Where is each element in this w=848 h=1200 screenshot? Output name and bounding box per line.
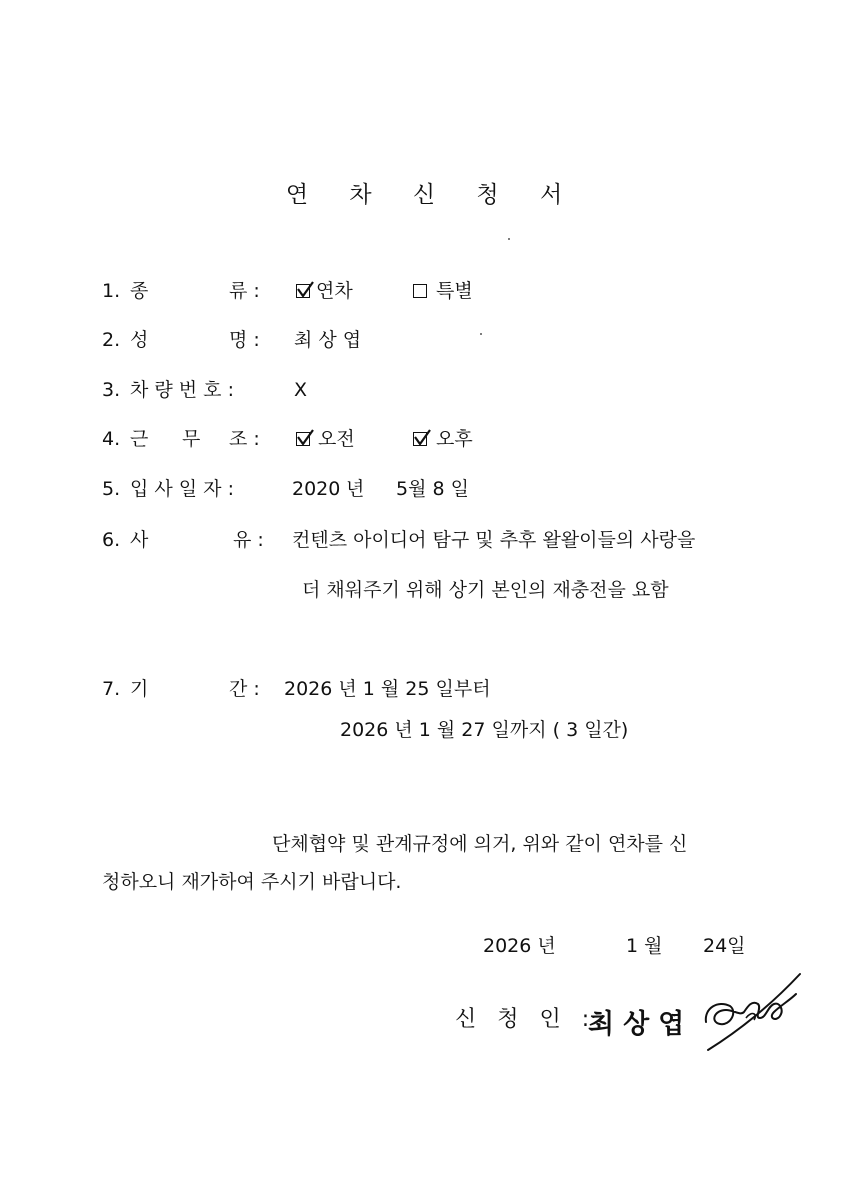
label-part: 명 : xyxy=(229,329,260,351)
document-title: 연 차 신 청 서 xyxy=(285,182,580,208)
item-number: 2. xyxy=(102,329,121,351)
date-day: 24일 xyxy=(703,935,746,957)
checkbox-afternoon[interactable] xyxy=(413,432,427,446)
option-annual-label: 연차 xyxy=(316,280,353,302)
item-number: 7. xyxy=(102,678,121,700)
label-part: 무 xyxy=(182,428,201,450)
checkmark-icon xyxy=(412,428,432,448)
label-part: 종 xyxy=(130,280,149,302)
name-value: 최 상 엽 xyxy=(294,329,362,351)
date-year: 2026 년 xyxy=(483,935,556,957)
label-part: 사 xyxy=(130,529,149,551)
checkbox-special[interactable] xyxy=(413,284,427,298)
applicant-label: 신 청 인 : xyxy=(455,1007,597,1032)
option-special-label: 특별 xyxy=(436,280,473,302)
label-part: 근 xyxy=(130,428,149,450)
hire-date-label: 입 사 일 자 : xyxy=(130,478,234,500)
label-part: 조 : xyxy=(229,428,260,450)
label-part: 간 : xyxy=(229,678,260,700)
checkbox-annual[interactable] xyxy=(296,284,310,298)
stray-mark xyxy=(508,238,510,240)
item-number: 1. xyxy=(102,280,121,302)
item-number: 3. xyxy=(102,379,121,401)
checkmark-icon xyxy=(295,280,315,300)
reason-line-2: 더 채워주기 위해 상기 본인의 재충전을 요함 xyxy=(302,579,669,601)
item-number: 6. xyxy=(102,529,121,551)
hire-year: 2020 xyxy=(292,478,341,500)
hire-year-unit: 년 xyxy=(346,478,365,500)
option-afternoon-label: 오후 xyxy=(436,428,473,450)
checkmark-icon xyxy=(295,428,315,448)
label-part: 기 xyxy=(130,678,149,700)
period-from: 2026 년 1 월 25 일부터 xyxy=(284,678,491,700)
label-part: 유 : xyxy=(233,529,264,551)
date-month: 1 월 xyxy=(626,935,663,957)
signature-scribble xyxy=(700,970,810,1060)
period-to: 2026 년 1 월 27 일까지 ( 3 일간) xyxy=(340,719,629,741)
car-label: 차 량 번 호 : xyxy=(130,379,234,401)
car-value: X xyxy=(294,379,308,401)
checkbox-morning[interactable] xyxy=(296,432,310,446)
item-number: 4. xyxy=(102,428,121,450)
statement-line-1: 단체협약 및 관계규정에 의거, 위와 같이 연차를 신 xyxy=(272,833,688,855)
option-morning-label: 오전 xyxy=(318,428,355,450)
item-number: 5. xyxy=(102,478,121,500)
stray-mark xyxy=(480,333,482,335)
hire-month-day: 5월 8 일 xyxy=(396,478,469,500)
reason-line-1: 컨텐츠 아이디어 탐구 및 추후 왈왈이들의 사랑을 xyxy=(292,529,696,551)
label-part: 류 : xyxy=(229,280,260,302)
statement-line-2: 청하오니 재가하여 주시기 바랍니다. xyxy=(102,871,402,893)
label-part: 성 xyxy=(130,329,149,351)
applicant-handwritten-name: 최상엽 xyxy=(588,1009,694,1040)
